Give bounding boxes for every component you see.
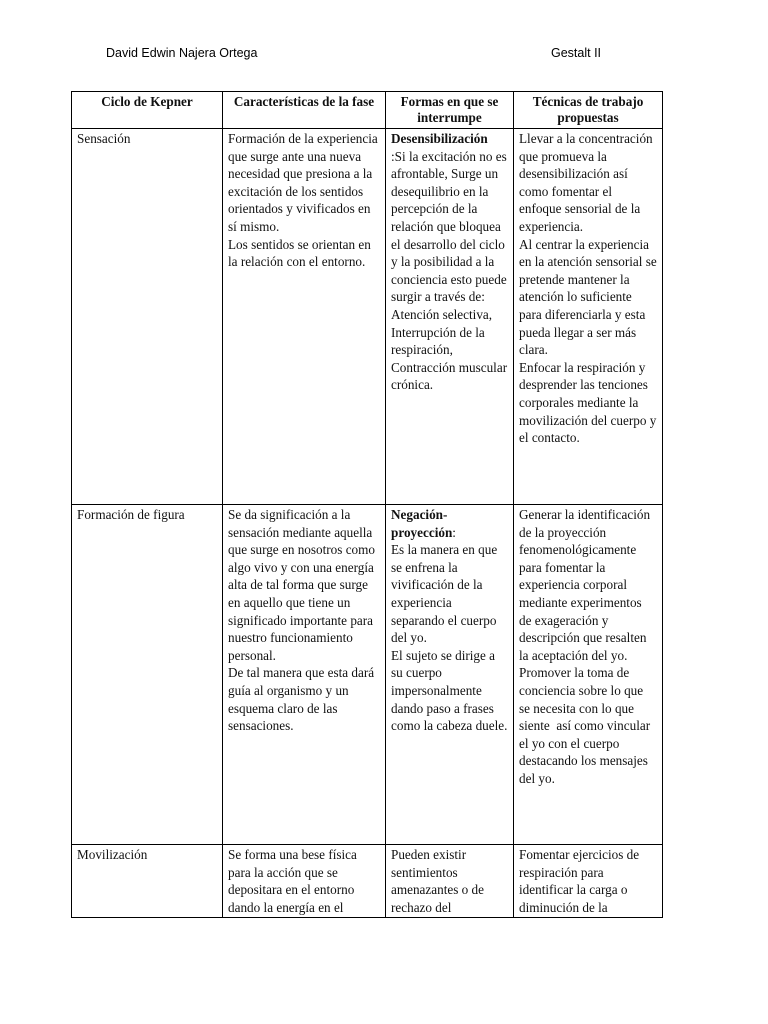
- techniques-cell: [514, 129, 663, 505]
- interruption-cell: [386, 505, 514, 845]
- interruption-cell: [386, 129, 514, 505]
- author-name: David Edwin Najera Ortega: [106, 46, 258, 60]
- characteristics-cell: [223, 129, 386, 505]
- techniques-text: Generar la identificación de la proyección fenomenológicamente para fomentar la experiencia corporal mediante experimentos de exageración y descripción que resalten la aceptación del yo. Promover la toma de conciencia sobre lo que se necesita con lo que siente así como vincular el yo con el cuerpo destacando los mensajes del yo.: [519, 507, 651, 786]
- column-header: Ciclo de Kepner: [72, 92, 223, 129]
- table-row: [72, 129, 663, 505]
- table-row: [72, 845, 663, 918]
- characteristics-text: Se forma una bese física para la acción que se depositara en el entorno dando la energía en el: [228, 847, 361, 915]
- table-header-row: [72, 92, 663, 129]
- techniques-cell: [514, 505, 663, 845]
- characteristics-text: Se da significación a la sensación mediante aquella que surge en nosotros como algo vivo y con una energía alta de tal forma que surge en aquello que tiene un significado importante para nuestro funcionamiento personal. De tal manera que esta dará guía al organismo y un esquema claro de las sensaciones.: [228, 507, 375, 734]
- phase-name: Sensación: [77, 131, 131, 146]
- techniques-text: Fomentar ejercicios de respiración para identificar la carga o diminución de la: [519, 847, 643, 915]
- table-row: [72, 505, 663, 845]
- characteristics-cell: [223, 845, 386, 918]
- column-header: Formas en que se interrumpe: [386, 92, 514, 129]
- interruption-title: Desensibilización: [391, 131, 488, 146]
- interruption-text: Pueden existir sentimientos amenazantes o de rechazo del: [391, 847, 488, 915]
- phase-cell: [72, 129, 223, 505]
- interruption-title: Negación-proyección: [391, 507, 453, 540]
- phase-name: Movilización: [77, 847, 148, 862]
- phase-name: Formación de figura: [77, 507, 185, 522]
- column-header: Características de la fase: [223, 92, 386, 129]
- phase-cell: [72, 845, 223, 918]
- techniques-cell: [514, 845, 663, 918]
- column-header: Técnicas de trabajo propuestas: [514, 92, 663, 129]
- interruption-text: : Es la manera en que se enfrena la vivificación de la experiencia separando el cuerpo del yo. El sujeto se dirige a su cuerpo impersonalmente dando paso a frases como la cabeza duele.: [391, 524, 508, 734]
- techniques-text: Llevar a la concentración que promueva la desensibilización así como fomentar el enfoque sensorial de la experiencia. Al centrar la experiencia en la atención sensorial se pretende mantener la atención lo suficiente para diferenciarla y esta pueda llegar a ser más clara. Enfocar la respiración y desprender las tenciones corporales mediante la movilización del cuerpo y el contacto.: [519, 131, 657, 446]
- phase-cell: [72, 505, 223, 845]
- interruption-text: :Si la excitación no es afrontable, Surge un desequilibrio en la percepción de la relación que bloquea el desarrollo del ciclo y la posibilidad a la conciencia esto puede surgir a través de: Atención selectiva, Interrupción de la respiración, Contracción muscular crónica.: [391, 148, 508, 393]
- characteristics-text: Formación de la experiencia que surge ante una nueva necesidad que presiona a la excitación de los sentidos orientados y vivificados en sí mismo. Los sentidos se orientan en la relación con el entorno.: [228, 131, 378, 270]
- characteristics-cell: [223, 505, 386, 845]
- course-name: Gestalt II: [551, 46, 602, 60]
- kepner-cycle-table: [71, 91, 663, 918]
- interruption-cell: [386, 845, 514, 918]
